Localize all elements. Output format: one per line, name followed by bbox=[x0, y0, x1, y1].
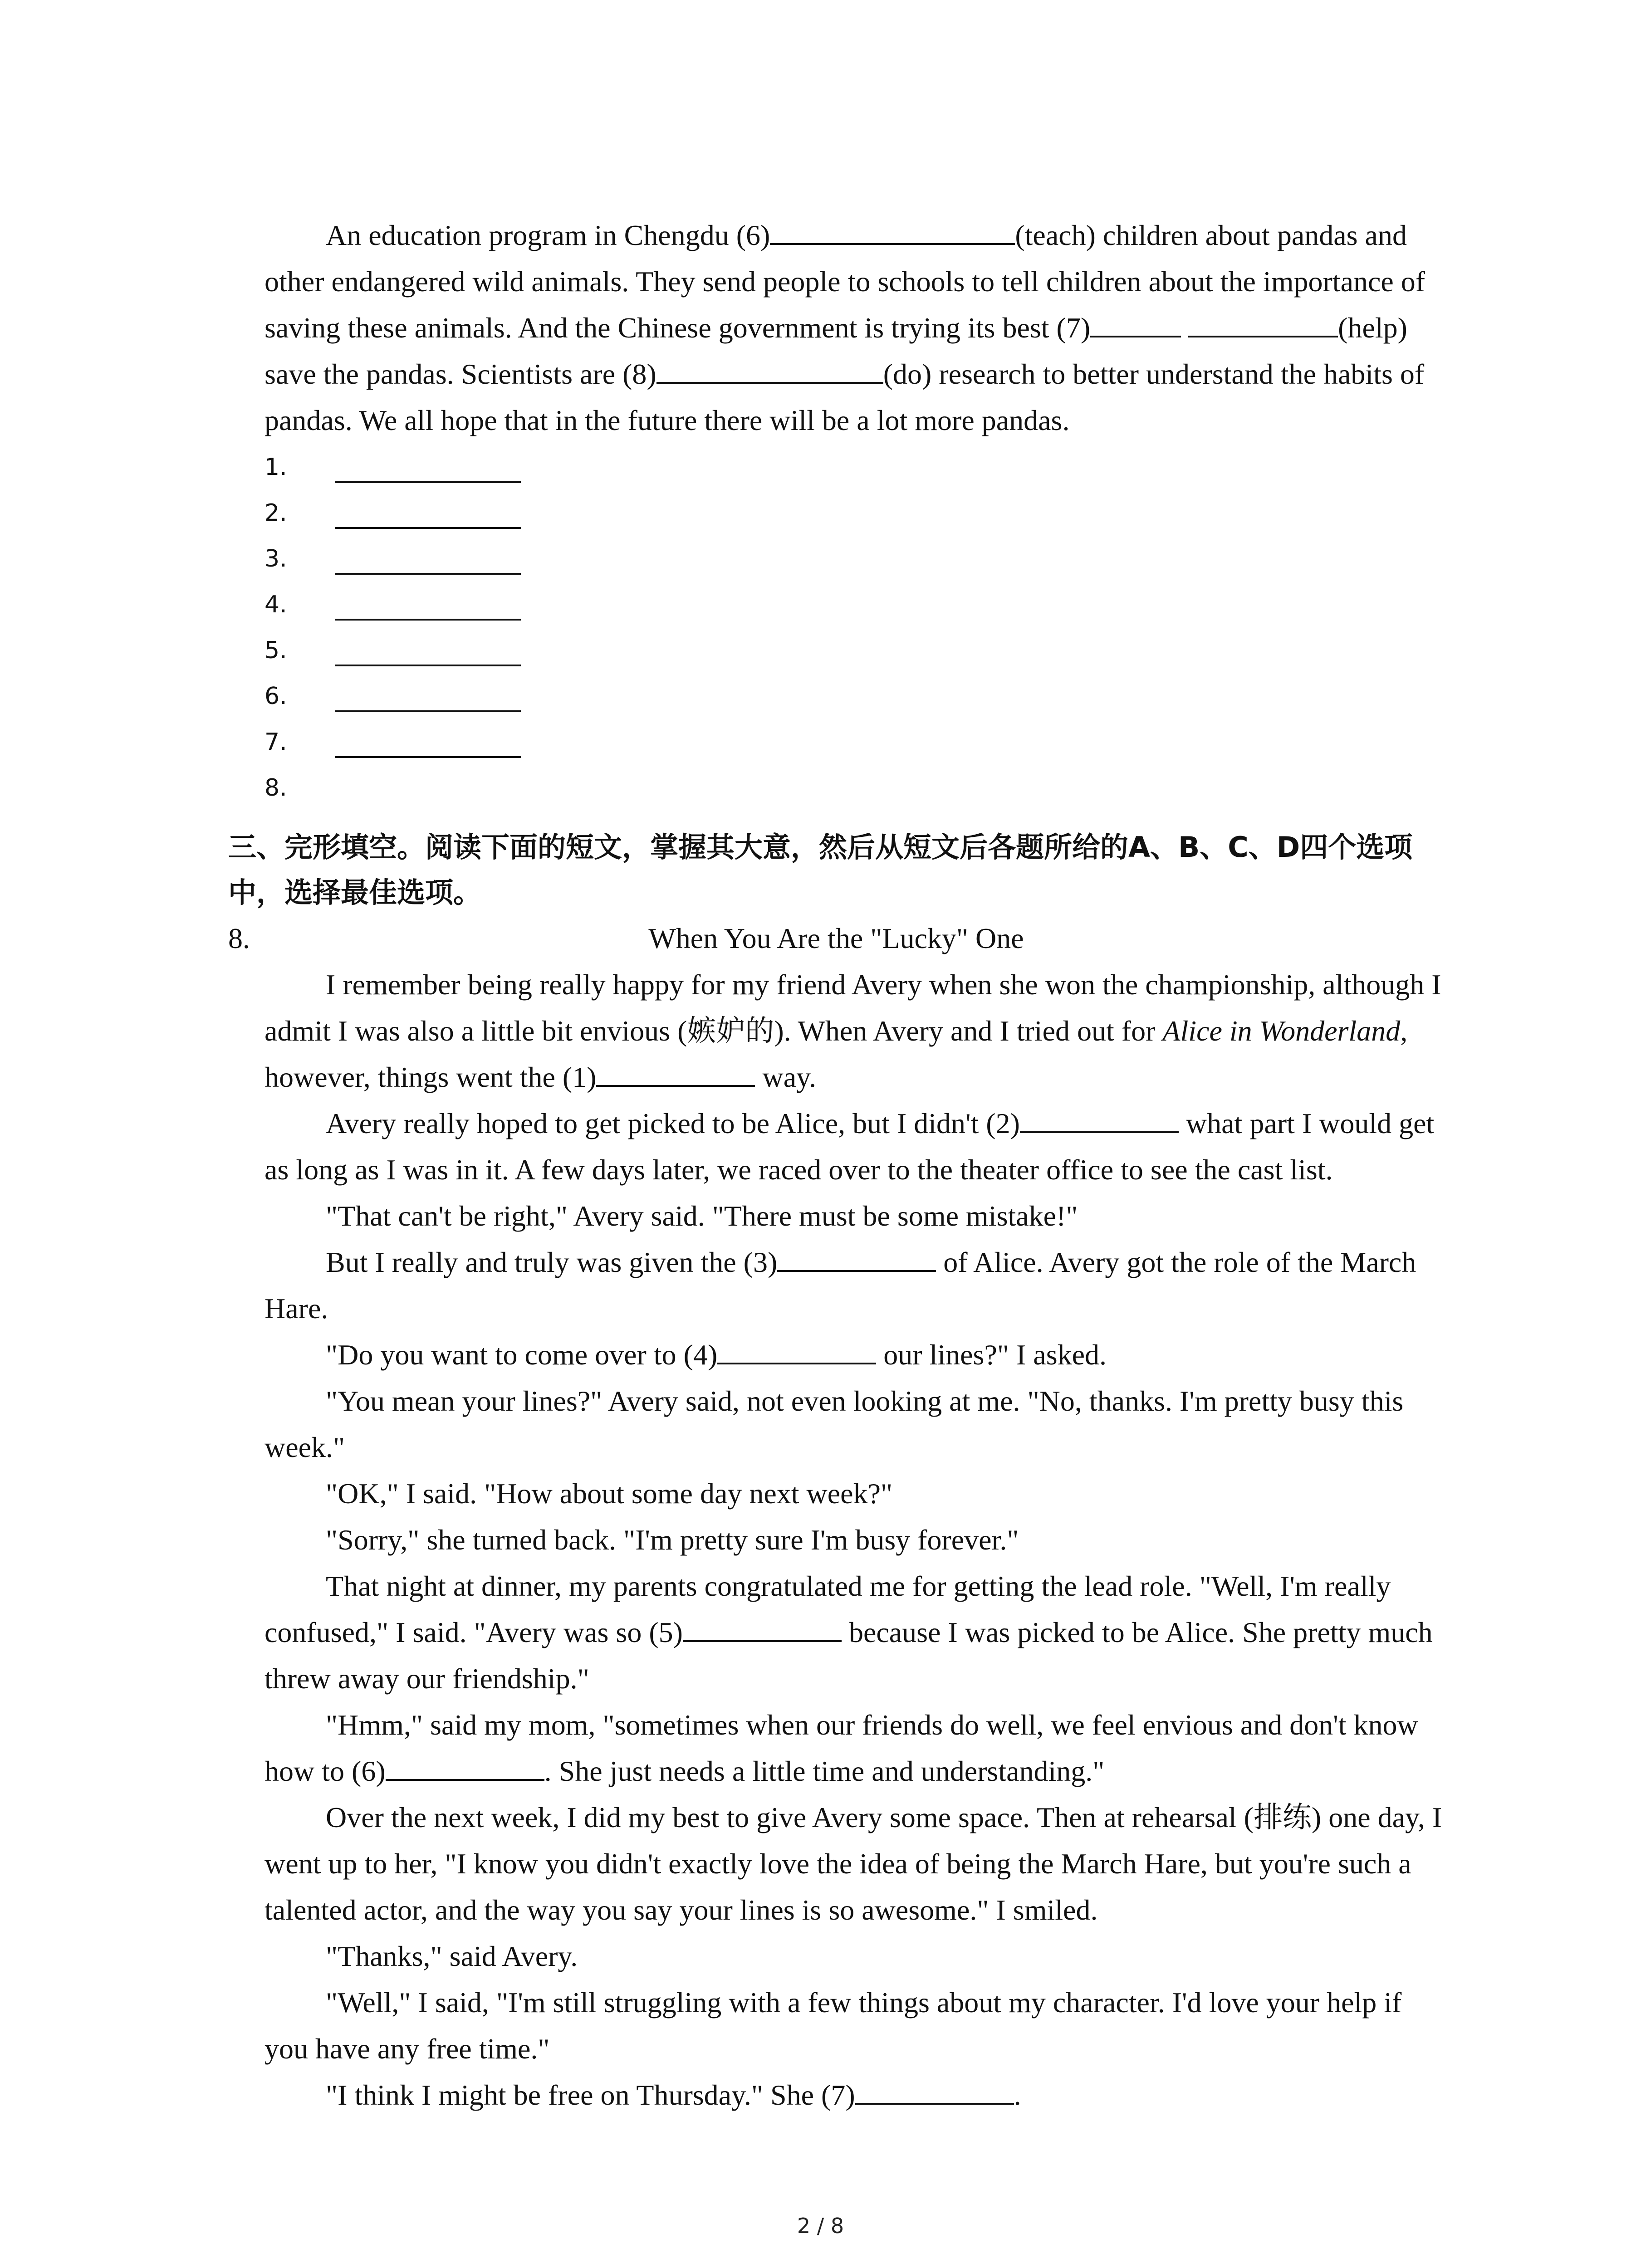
answer-number: 7. bbox=[265, 728, 287, 756]
section-heading: 三、完形填空。阅读下面的短文，掌握其大意，然后从短文后各题所给的A、B、C、D四个选项中，选择最佳选项。 bbox=[228, 831, 1413, 909]
text-segment: because I was picked to be Alice. She pretty much threw away our friendship." bbox=[265, 1616, 1433, 1695]
answer-row bbox=[265, 765, 1444, 811]
answer-row bbox=[265, 445, 1444, 490]
text-segment: An education program in Chengdu (6) bbox=[326, 219, 770, 251]
text-segment: Avery really hoped to get picked to be Alice, but I didn't (2) bbox=[326, 1107, 1020, 1139]
question-number: 8. bbox=[228, 922, 250, 954]
text-segment: our lines?" I asked. bbox=[876, 1339, 1107, 1371]
answer-line bbox=[335, 527, 521, 529]
answer-number: 6. bbox=[265, 683, 287, 710]
answer-blank bbox=[683, 1613, 842, 1642]
story-paragraph: "That can't be right," Avery said. "There must be some mistake!" bbox=[326, 1200, 1078, 1232]
answer-lines bbox=[265, 445, 1444, 811]
text-segment: But I really and truly was given the (3) bbox=[326, 1246, 778, 1278]
text-segment: what part I would get as long as I was in it. A few days later, we raced over to the theater office to see the cast list. bbox=[265, 1107, 1435, 1186]
answer-row bbox=[265, 582, 1444, 628]
answer-number: 3. bbox=[265, 545, 287, 572]
answer-blank bbox=[1020, 1104, 1179, 1133]
story-paragraph bbox=[265, 1100, 1444, 1193]
question-header bbox=[228, 915, 1444, 962]
book-title: Alice in Wonderland bbox=[1162, 1015, 1401, 1047]
story-paragraph bbox=[265, 2072, 1444, 2118]
answer-blank bbox=[596, 1057, 755, 1087]
text-segment: "Hmm," said my mom, "sometimes when our friends do well, we feel envious and don't know how to (6) bbox=[265, 1709, 1418, 1787]
story-paragraph: "Well," I said, "I'm still struggling with a few things about my character. I'd love your help if you have any free time." bbox=[265, 1986, 1402, 2065]
answer-number: 2. bbox=[265, 499, 287, 527]
answer-blank bbox=[656, 354, 883, 384]
text-segment: . She just needs a little time and understanding." bbox=[544, 1755, 1105, 1787]
story-paragraph: "You mean your lines?" Avery said, not even looking at me. "No, thanks. I'm pretty busy this week." bbox=[265, 1385, 1404, 1463]
text-segment: (help) save the pandas. Scientists are (8) bbox=[265, 312, 1407, 390]
story-paragraph: Over the next week, I did my best to give Avery some space. Then at rehearsal (排练) one day, I went up to her, "I know you didn't exactly love the idea of being the March Hare, but you're such a talented actor, and the way you say your lines is so awesome." I smiled. bbox=[265, 1801, 1442, 1926]
text-segment: . bbox=[1014, 2079, 1021, 2111]
answer-row bbox=[265, 536, 1444, 582]
answer-blank bbox=[855, 2075, 1014, 2105]
text-segment: (teach) children about pandas and other endangered wild animals. They send people to schools to tell children about the importance of saving these animals. And the Chinese government is trying its best (7) bbox=[265, 219, 1425, 344]
answer-line bbox=[335, 710, 521, 712]
story-title: When You Are the "Lucky" One bbox=[648, 922, 1024, 954]
story-paragraph bbox=[265, 1239, 1444, 1332]
answer-blank bbox=[717, 1335, 876, 1364]
story-paragraph: "Thanks," said Avery. bbox=[326, 1940, 578, 1972]
answer-line bbox=[335, 618, 521, 621]
text-segment: way. bbox=[755, 1061, 816, 1093]
panda-paragraph bbox=[265, 212, 1444, 444]
text-segment: of Alice. Avery got the role of the March Hare. bbox=[265, 1246, 1416, 1325]
text-segment: I remember being really happy for my friend Avery when she won the championship, although I admit I was also a little bit envious (嫉妒的). When Avery and I tried out for bbox=[265, 968, 1441, 1047]
answer-row bbox=[265, 674, 1444, 719]
answer-blank bbox=[386, 1751, 544, 1781]
story-paragraph: "OK," I said. "How about some day next week?" bbox=[326, 1477, 893, 1510]
answer-number: 4. bbox=[265, 591, 287, 618]
story-paragraph bbox=[265, 1702, 1444, 1794]
text-segment: "Do you want to come over to (4) bbox=[326, 1339, 718, 1371]
answer-line bbox=[335, 572, 521, 575]
answer-number: 5. bbox=[265, 637, 287, 664]
story-paragraph bbox=[265, 1563, 1444, 1702]
answer-blank bbox=[1090, 308, 1181, 337]
page-content bbox=[228, 212, 1444, 2118]
answer-row bbox=[265, 719, 1444, 765]
text-segment: (do) research to better understand the habits of pandas. We all hope that in the future there will be a lot more pandas. bbox=[265, 358, 1425, 436]
answer-line bbox=[335, 664, 521, 666]
text-segment: "I think I might be free on Thursday." She (7) bbox=[326, 2079, 855, 2111]
answer-number: 8. bbox=[265, 774, 287, 802]
answer-row bbox=[265, 628, 1444, 674]
answer-line bbox=[335, 481, 521, 483]
answer-blank bbox=[777, 1242, 936, 1272]
answer-row bbox=[265, 490, 1444, 536]
text-segment: That night at dinner, my parents congratulated me for getting the lead role. "Well, I'm really confused," I said. "Avery was so (5) bbox=[265, 1570, 1391, 1648]
answer-blank bbox=[1188, 308, 1338, 337]
story-paragraph: "Sorry," she turned back. "I'm pretty sure I'm busy forever." bbox=[326, 1524, 1019, 1556]
answer-line bbox=[335, 756, 521, 758]
story-paragraph bbox=[265, 962, 1444, 1100]
answer-number: 1. bbox=[265, 454, 287, 481]
story-paragraph bbox=[265, 1332, 1444, 1378]
text-segment: , however, things went the (1) bbox=[265, 1015, 1408, 1093]
answer-blank bbox=[770, 215, 1015, 245]
page-number: 2 / 8 bbox=[797, 2214, 844, 2238]
